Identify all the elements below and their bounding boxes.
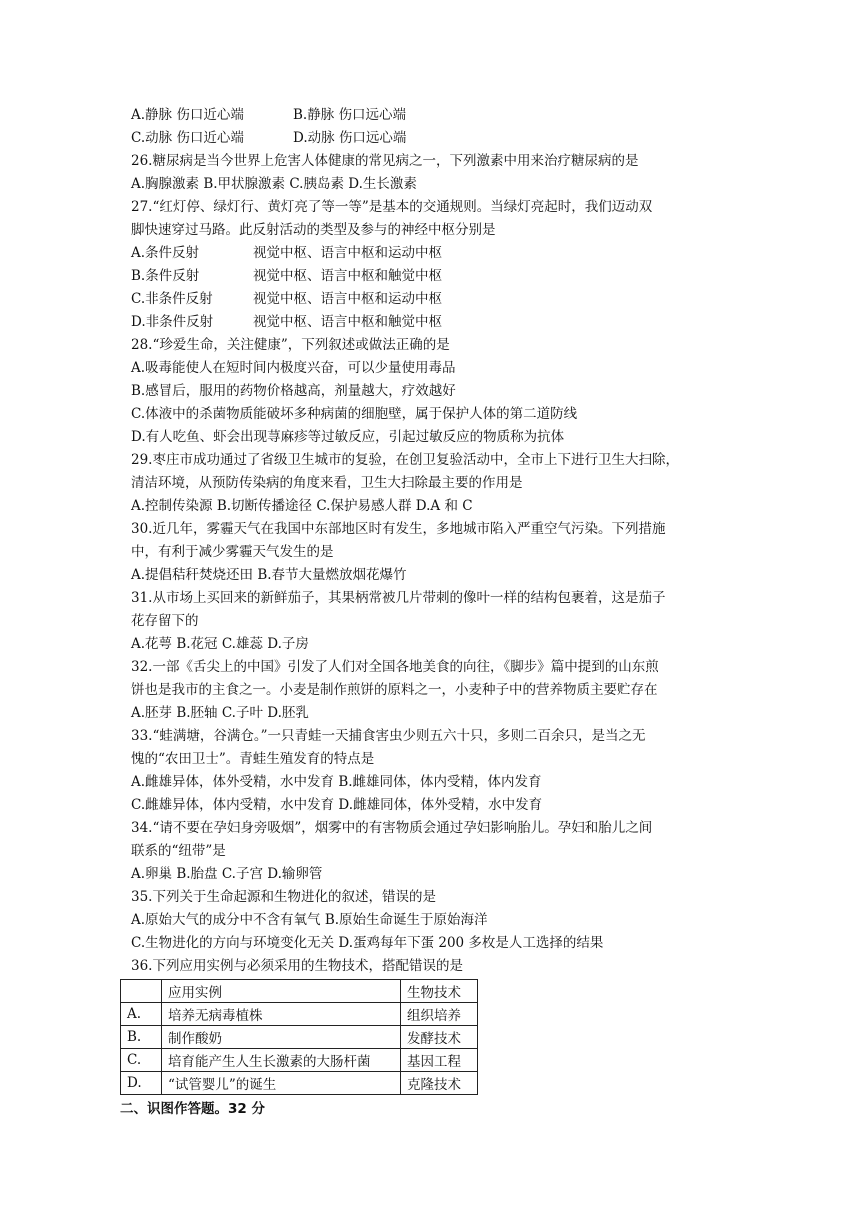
- q36-row-b-example: 制作酸奶: [162, 1026, 401, 1049]
- q27-option-a: [131, 242, 741, 265]
- q34-stem-line1: 34.“请不要在孕妇身旁吸烟”，烟雾中的有害物质会通过孕妇影响胎儿。孕妇和胎儿之间: [131, 820, 653, 836]
- q36-row-d-example: “试管婴儿”的诞生: [162, 1072, 401, 1095]
- q30-stem-line1: 30.近几年，雾霾天气在我国中东部地区时有发生，多地城市陷入严重空气污染。下列措施: [131, 521, 666, 537]
- q36-row-c-key: C.: [121, 1049, 162, 1072]
- q36-row-d-key: D.: [121, 1072, 162, 1095]
- q36-row-b-key: B.: [121, 1026, 162, 1049]
- q27-option-c: [131, 288, 741, 311]
- table-row: [121, 1049, 478, 1072]
- q36-row-a-example: 培养无病毒植株: [162, 1003, 401, 1026]
- q26-stem: 26.糖尿病是当今世界上危害人体健康的常见病之一，下列激素中用来治疗糖尿病的是: [131, 153, 639, 169]
- q33-options-cd: C.雌雄异体，体内受精，水中发育 D.雌雄同体，体外受精，水中发育: [131, 797, 543, 813]
- q28-option-c: C.体液中的杀菌物质能破坏多种病菌的细胞壁，属于保护人体的第二道防线: [131, 406, 578, 422]
- q31-stem-line1: 31.从市场上买回来的新鲜茄子，其果柄常被几片带刺的像叶一样的结构包裹着，这是茄子: [131, 590, 666, 606]
- q27-option-c-centers: 视觉中枢、语言中枢和运动中枢: [253, 291, 442, 307]
- exam-page: [120, 104, 741, 1121]
- q34-options: A.卵巢 B.胎盘 C.子宫 D.输卵管: [131, 866, 323, 882]
- q36-row-a-tech: 组织培养: [401, 1003, 478, 1026]
- q27-option-c-type: C.非条件反射: [131, 291, 213, 307]
- q33-stem-line2: 愧的“农田卫士”。青蛙生殖发育的特点是: [131, 751, 375, 767]
- q27-option-b-type: B.条件反射: [131, 268, 200, 284]
- q27-stem-line2: 脚快速穿过马路。此反射活动的类型及参与的神经中枢分别是: [131, 222, 496, 238]
- q27-option-a-type: A.条件反射: [131, 245, 200, 261]
- q36-table-header: [121, 980, 478, 1003]
- q32-stem-line1: 32.一部《舌尖上的中国》引发了人们对全国各地美食的向往，《脚步》篇中提到的山东煎: [131, 659, 659, 675]
- q25-option-b: B.静脉 伤口远心端: [293, 107, 407, 123]
- table-row: [121, 1003, 478, 1026]
- q35-options-cd: C.生物进化的方向与环境变化无关 D.蛋鸡每年下蛋 200 多枚是人工选择的结果: [131, 935, 604, 951]
- q28-option-a: A.吸毒能使人在短时间内极度兴奋，可以少量使用毒品: [131, 360, 456, 376]
- q31-stem-line2: 花存留下的: [131, 613, 199, 629]
- q31-options: A.花萼 B.花冠 C.雄蕊 D.子房: [131, 636, 309, 652]
- q35-options-ab: A.原始大气的成分中不含有氧气 B.原始生命诞生于原始海洋: [131, 912, 488, 928]
- q27-option-d-type: D.非条件反射: [131, 314, 214, 330]
- q28-option-d: D.有人吃鱼、虾会出现荨麻疹等过敏反应，引起过敏反应的物质称为抗体: [131, 429, 565, 445]
- q30-options: A.提倡秸秆焚烧还田 B.春节大量燃放烟花爆竹: [131, 567, 407, 583]
- q27-option-b-centers: 视觉中枢、语言中枢和触觉中枢: [253, 268, 442, 284]
- q26-options: A.胸腺激素 B.甲状腺激素 C.胰岛素 D.生长激素: [131, 176, 417, 192]
- q35-stem: 35.下列关于生命起源和生物进化的叙述，错误的是: [131, 889, 436, 905]
- q32-options: A.胚芽 B.胚轴 C.子叶 D.胚乳: [131, 705, 309, 721]
- q27-option-d-centers: 视觉中枢、语言中枢和触觉中枢: [253, 314, 442, 330]
- q27-option-a-centers: 视觉中枢、语言中枢和运动中枢: [253, 245, 442, 261]
- q36-row-b-tech: 发酵技术: [401, 1026, 478, 1049]
- q29-options: A.控制传染源 B.切断传播途径 C.保护易感人群 D.A 和 C: [131, 498, 473, 514]
- q29-stem-line1: 29.枣庄市成功通过了省级卫生城市的复验，在创卫复验活动中，全市上下进行卫生大扫除，: [131, 452, 679, 468]
- q25-options-cd: [131, 127, 741, 150]
- q34-stem-line2: 联系的“纽带”是: [131, 843, 226, 859]
- q36-header-key: [121, 980, 162, 1003]
- q25-option-a: A.静脉 伤口近心端: [131, 107, 244, 123]
- q27-stem-line1: 27.“红灯停、绿灯行、黄灯亮了等一等”是基本的交通规则。当绿灯亮起时，我们迈动双: [131, 199, 653, 215]
- q29-stem-line2: 清洁环境，从预防传染病的角度来看，卫生大扫除最主要的作用是: [131, 475, 523, 491]
- q36-stem: 36.下列应用实例与必须采用的生物技术，搭配错误的是: [131, 958, 463, 974]
- table-row: [121, 1072, 478, 1095]
- q36-header-tech: 生物技术: [401, 980, 478, 1003]
- q33-stem-line1: 33.“蛙满塘，谷满仓。”一只青蛙一天捕食害虫少则五六十只，多则二百余只，是当之无: [131, 728, 646, 744]
- q36-table: [120, 979, 478, 1095]
- q25-option-d: D.动脉 伤口远心端: [293, 130, 407, 146]
- q36-row-a-key: A.: [121, 1003, 162, 1026]
- q32-stem-line2: 饼也是我市的主食之一。小麦是制作煎饼的原料之一，小麦种子中的营养物质主要贮存在: [131, 682, 658, 698]
- section-heading-2: 二、识图作答题。32 分: [120, 1101, 265, 1117]
- q33-options-ab: A.雌雄异体，体外受精，水中发育 B.雌雄同体，体内受精，体内发育: [131, 774, 542, 790]
- q25-option-c: C.动脉 伤口近心端: [131, 130, 244, 146]
- q28-option-b: B.感冒后，服用的药物价格越高，剂量越大，疗效越好: [131, 383, 456, 399]
- q36-row-c-tech: 基因工程: [401, 1049, 478, 1072]
- q36-header-example: 应用实例: [162, 980, 401, 1003]
- q25-options-ab: [131, 104, 741, 127]
- table-row: [121, 1026, 478, 1049]
- q36-row-c-example: 培育能产生人生长激素的大肠杆菌: [162, 1049, 401, 1072]
- q36-row-d-tech: 克隆技术: [401, 1072, 478, 1095]
- q28-stem: 28.“珍爱生命，关注健康”，下列叙述或做法正确的是: [131, 337, 450, 353]
- q30-stem-line2: 中，有利于减少雾霾天气发生的是: [131, 544, 334, 560]
- q27-option-d: [131, 311, 741, 334]
- q27-option-b: [131, 265, 741, 288]
